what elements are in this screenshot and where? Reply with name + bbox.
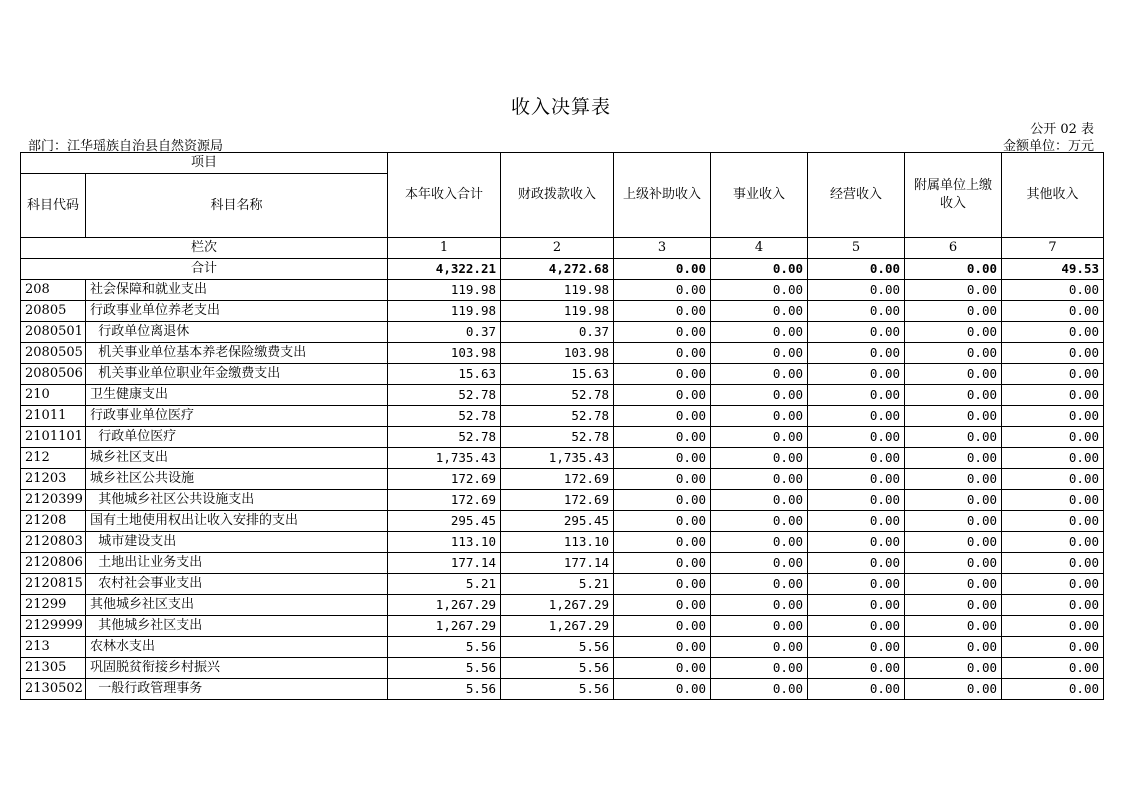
row-code: 210 [21,385,86,406]
row-code: 2120803 [21,532,86,553]
total-value: 0.00 [711,259,808,280]
row-value: 0.00 [711,427,808,448]
table-row [21,427,1104,448]
row-code: 21208 [21,511,86,532]
row-code: 2101101 [21,427,86,448]
row-value: 0.00 [905,616,1002,637]
row-value: 0.00 [808,616,905,637]
row-value: 0.00 [614,406,711,427]
row-value: 0.00 [711,343,808,364]
row-name: 城乡社区支出 [86,448,388,469]
row-value: 0.37 [501,322,614,343]
row-code: 21011 [21,406,86,427]
row-name: 机关事业单位基本养老保险缴费支出 [86,343,388,364]
table-row [21,364,1104,385]
row-value: 0.37 [388,322,501,343]
row-value: 0.00 [1002,595,1104,616]
row-value: 0.00 [711,322,808,343]
row-value: 0.00 [711,679,808,700]
row-name: 其他城乡社区支出 [86,616,388,637]
row-code: 2080501 [21,322,86,343]
row-value: 0.00 [808,637,905,658]
row-value: 5.56 [388,658,501,679]
table-row [21,448,1104,469]
table-row [21,301,1104,322]
row-value: 5.56 [388,679,501,700]
row-name: 社会保障和就业支出 [86,280,388,301]
row-value: 113.10 [501,532,614,553]
name-header: 科目名称 [86,174,388,238]
total-label: 合计 [21,259,388,280]
row-value: 0.00 [905,385,1002,406]
row-value: 0.00 [808,448,905,469]
row-value: 0.00 [905,343,1002,364]
row-value: 0.00 [1002,427,1104,448]
total-value: 0.00 [808,259,905,280]
page-title: 收入决算表 [510,96,611,118]
row-code: 21203 [21,469,86,490]
row-name: 行政事业单位养老支出 [86,301,388,322]
row-value: 5.21 [388,574,501,595]
row-value: 0.00 [711,469,808,490]
row-value: 119.98 [388,280,501,301]
row-value: 119.98 [388,301,501,322]
row-value: 0.00 [808,427,905,448]
row-value: 0.00 [905,406,1002,427]
table-row [21,343,1104,364]
table-row [21,679,1104,700]
row-value: 0.00 [614,490,711,511]
row-name: 一般行政管理事务 [86,679,388,700]
row-value: 0.00 [1002,616,1104,637]
row-value: 5.56 [388,637,501,658]
row-value: 0.00 [614,637,711,658]
table-row [21,490,1104,511]
row-value: 0.00 [1002,532,1104,553]
col-index-label: 栏次 [21,238,388,259]
table-row [21,616,1104,637]
row-name: 土地出让业务支出 [86,553,388,574]
row-value: 52.78 [501,406,614,427]
col-header-6: 附属单位上缴收入 [905,153,1002,238]
row-name: 巩固脱贫衔接乡村振兴 [86,658,388,679]
row-value: 0.00 [808,658,905,679]
row-code: 2130502 [21,679,86,700]
row-value: 0.00 [614,616,711,637]
row-value: 0.00 [1002,301,1104,322]
row-value: 0.00 [1002,679,1104,700]
row-value: 0.00 [905,322,1002,343]
col-index: 6 [905,238,1002,259]
row-value: 0.00 [1002,469,1104,490]
row-code: 2080505 [21,343,86,364]
row-value: 0.00 [711,406,808,427]
table-row [21,658,1104,679]
row-value: 119.98 [501,280,614,301]
row-value: 172.69 [501,490,614,511]
row-value: 0.00 [711,511,808,532]
row-name: 农林水支出 [86,637,388,658]
row-value: 0.00 [711,553,808,574]
row-value: 1,735.43 [501,448,614,469]
row-value: 0.00 [614,532,711,553]
row-code: 212 [21,448,86,469]
row-name: 卫生健康支出 [86,385,388,406]
row-value: 177.14 [501,553,614,574]
row-value: 5.56 [501,679,614,700]
row-code: 21299 [21,595,86,616]
total-value: 0.00 [905,259,1002,280]
row-value: 0.00 [905,364,1002,385]
row-value: 0.00 [614,280,711,301]
row-name: 行政单位医疗 [86,427,388,448]
row-value: 0.00 [905,532,1002,553]
row-value: 0.00 [905,637,1002,658]
row-value: 0.00 [1002,637,1104,658]
col-index: 3 [614,238,711,259]
row-value: 0.00 [808,322,905,343]
row-value: 0.00 [808,679,905,700]
row-value: 0.00 [808,301,905,322]
row-value: 52.78 [501,427,614,448]
code-header: 科目代码 [21,174,86,238]
row-value: 0.00 [808,595,905,616]
total-value: 0.00 [614,259,711,280]
table-row [21,511,1104,532]
row-value: 0.00 [808,385,905,406]
row-value: 0.00 [711,448,808,469]
row-value: 172.69 [388,469,501,490]
row-value: 0.00 [711,385,808,406]
row-value: 5.21 [501,574,614,595]
row-value: 0.00 [808,511,905,532]
row-value: 0.00 [1002,343,1104,364]
row-value: 0.00 [808,553,905,574]
row-value: 0.00 [808,364,905,385]
row-value: 0.00 [905,427,1002,448]
row-value: 0.00 [614,322,711,343]
row-value: 0.00 [711,595,808,616]
income-table [20,152,1104,700]
row-value: 113.10 [388,532,501,553]
row-value: 0.00 [1002,280,1104,301]
table-row [21,322,1104,343]
item-header: 项目 [21,153,388,174]
row-value: 0.00 [614,679,711,700]
row-value: 0.00 [808,574,905,595]
col-header-3: 上级补助收入 [614,153,711,238]
row-name: 行政单位离退休 [86,322,388,343]
row-value: 52.78 [388,427,501,448]
row-value: 52.78 [388,406,501,427]
total-row [21,259,1104,280]
col-header-1: 本年收入合计 [388,153,501,238]
row-value: 0.00 [808,343,905,364]
row-value: 1,267.29 [501,595,614,616]
total-value: 49.53 [1002,259,1104,280]
table-row [21,595,1104,616]
row-name: 其他城乡社区支出 [86,595,388,616]
row-name: 城市建设支出 [86,532,388,553]
row-value: 0.00 [905,574,1002,595]
row-value: 0.00 [711,616,808,637]
row-value: 172.69 [501,469,614,490]
row-name: 城乡社区公共设施 [86,469,388,490]
row-value: 0.00 [711,637,808,658]
form-number: 公开 02 表 [1030,122,1094,137]
table-row [21,280,1104,301]
row-value: 0.00 [905,280,1002,301]
col-index: 2 [501,238,614,259]
row-value: 0.00 [1002,448,1104,469]
col-header-7: 其他收入 [1002,153,1104,238]
row-value: 5.56 [501,637,614,658]
row-value: 0.00 [905,553,1002,574]
row-value: 0.00 [711,301,808,322]
table-row [21,574,1104,595]
row-value: 0.00 [1002,364,1104,385]
row-value: 0.00 [614,448,711,469]
row-value: 1,267.29 [388,616,501,637]
total-value: 4,322.21 [388,259,501,280]
row-value: 52.78 [388,385,501,406]
row-value: 103.98 [501,343,614,364]
row-value: 1,735.43 [388,448,501,469]
row-value: 295.45 [388,511,501,532]
col-header-2: 财政拨款收入 [501,153,614,238]
row-value: 0.00 [808,280,905,301]
row-value: 1,267.29 [388,595,501,616]
col-header-5: 经营收入 [808,153,905,238]
header-row-item [21,153,1104,174]
row-code: 2120399 [21,490,86,511]
row-value: 15.63 [388,364,501,385]
amount-unit-label: 金额单位：万元 [1002,139,1094,154]
row-code: 21305 [21,658,86,679]
row-value: 0.00 [614,574,711,595]
row-value: 0.00 [905,448,1002,469]
table-row [21,637,1104,658]
col-index: 7 [1002,238,1104,259]
row-value: 177.14 [388,553,501,574]
row-code: 2080506 [21,364,86,385]
row-value: 0.00 [905,511,1002,532]
row-value: 0.00 [905,679,1002,700]
row-value: 0.00 [1002,490,1104,511]
row-value: 0.00 [614,469,711,490]
row-value: 0.00 [905,490,1002,511]
row-value: 0.00 [614,364,711,385]
row-value: 0.00 [614,658,711,679]
col-index: 4 [711,238,808,259]
row-value: 0.00 [905,469,1002,490]
row-code: 2120815 [21,574,86,595]
row-value: 0.00 [614,343,711,364]
col-index: 5 [808,238,905,259]
table-row [21,385,1104,406]
row-value: 0.00 [808,406,905,427]
row-value: 52.78 [501,385,614,406]
row-value: 0.00 [711,532,808,553]
col-index: 1 [388,238,501,259]
row-code: 20805 [21,301,86,322]
row-name: 行政事业单位医疗 [86,406,388,427]
row-value: 0.00 [1002,574,1104,595]
row-value: 0.00 [808,532,905,553]
row-code: 213 [21,637,86,658]
row-value: 0.00 [808,469,905,490]
row-value: 295.45 [501,511,614,532]
row-value: 0.00 [905,658,1002,679]
table-row [21,553,1104,574]
row-value: 0.00 [711,658,808,679]
row-value: 119.98 [501,301,614,322]
row-value: 0.00 [808,490,905,511]
total-value: 4,272.68 [501,259,614,280]
row-value: 0.00 [614,511,711,532]
row-name: 其他城乡社区公共设施支出 [86,490,388,511]
row-value: 172.69 [388,490,501,511]
table-row [21,469,1104,490]
row-value: 0.00 [614,301,711,322]
row-code: 2120806 [21,553,86,574]
row-value: 0.00 [614,427,711,448]
row-value: 0.00 [905,301,1002,322]
row-value: 0.00 [1002,511,1104,532]
row-value: 0.00 [614,595,711,616]
row-value: 0.00 [1002,658,1104,679]
row-value: 0.00 [711,490,808,511]
row-value: 0.00 [614,553,711,574]
row-value: 0.00 [1002,406,1104,427]
row-value: 0.00 [711,280,808,301]
row-value: 0.00 [1002,385,1104,406]
row-value: 5.56 [501,658,614,679]
department-label: 部门：江华瑶族自治县自然资源局 [28,139,224,154]
row-value: 15.63 [501,364,614,385]
row-value: 103.98 [388,343,501,364]
row-value: 0.00 [711,364,808,385]
row-name: 国有土地使用权出让收入安排的支出 [86,511,388,532]
row-value: 0.00 [711,574,808,595]
table-row [21,532,1104,553]
row-value: 0.00 [614,385,711,406]
row-name: 机关事业单位职业年金缴费支出 [86,364,388,385]
row-value: 0.00 [905,595,1002,616]
table-row [21,406,1104,427]
row-name: 农村社会事业支出 [86,574,388,595]
row-code: 2129999 [21,616,86,637]
col-header-4: 事业收入 [711,153,808,238]
row-value: 0.00 [1002,322,1104,343]
row-value: 1,267.29 [501,616,614,637]
column-index-row [21,238,1104,259]
row-code: 208 [21,280,86,301]
row-value: 0.00 [1002,553,1104,574]
